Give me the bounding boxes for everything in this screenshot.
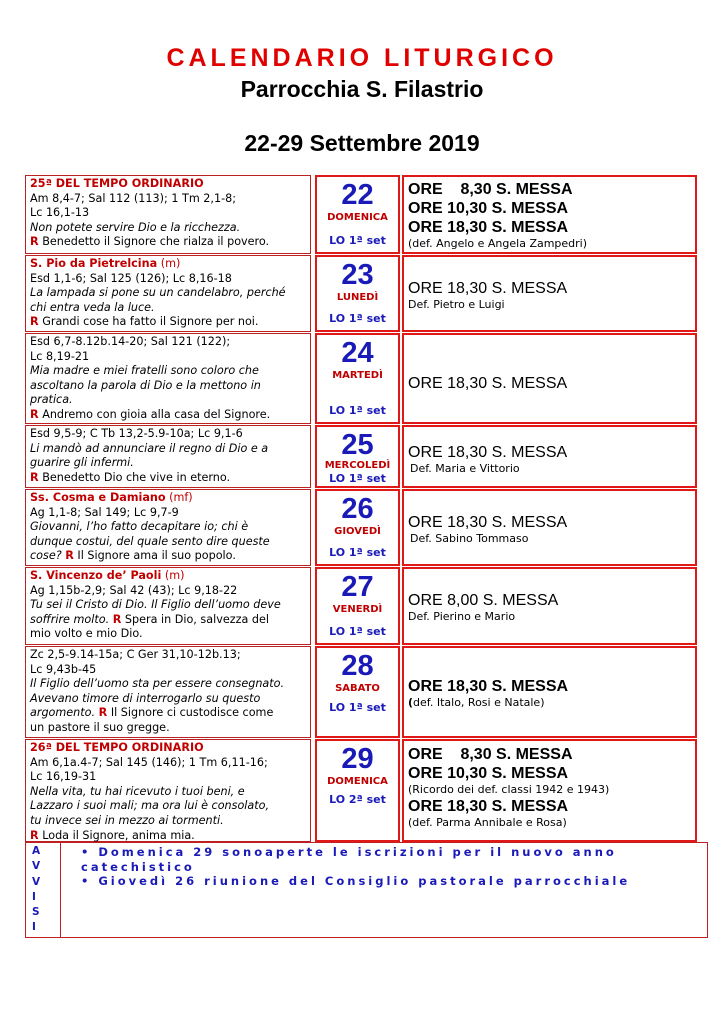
readings-cell: 26ª DEL TEMPO ORDINARIO Am 6,1a.4-7; Sal 145 (146); 1 Tm 6,11-16; Lc 16,19-31 Nella vita, tu hai ricevuto i tuoi beni, e Lazzaro i suoi mali; ma ora lui è consolato, tu invece sei in mezzo ai tormenti. R Loda il Signore, anima mia.: [25, 739, 311, 842]
day-row-23: [25, 255, 697, 332]
mass-cell: ORE 18,30 S. MESSA: [402, 333, 697, 424]
day-number: 25: [341, 429, 374, 461]
date-cell: [315, 175, 400, 254]
date-cell: [315, 646, 400, 738]
day-number: 22: [341, 179, 374, 211]
readings-cell: Zc 2,5-9.14-15a; C Ger 31,10-12b.13; Lc 9,43b-45 Il Figlio dell’uomo sta per essere consegnato. Avevano timore di interrogarlo su questo argomento. R Il Signore ci custodisce come un pastore il suo gregge.: [25, 646, 311, 738]
day-number: 24: [341, 337, 374, 369]
mass-cell: ORE 8,00 S. MESSA Def. Pierino e Mario: [402, 567, 697, 645]
readings-cell: Ss. Cosma e Damiano (mf) Ag 1,1-8; Sal 149; Lc 9,7-9 Giovanni, l’ho fatto decapitare io; chi è dunque costui, del quale sento dire queste cose? R Il Signore ama il suo popolo.: [25, 489, 311, 566]
mass-cell: ORE 18,30 S. MESSA Def. Maria e Vittorio: [402, 425, 697, 488]
notice-item: • Domenica 29 sonoaperte le iscrizioni per il nuovo anno: [81, 845, 617, 859]
notices-list: [60, 842, 708, 938]
weekday: SABATO: [335, 683, 380, 694]
readings-cell: S. Vincenzo de’ Paoli (m) Ag 1,15b-2,9; Sal 42 (43); Lc 9,18-22 Tu sei il Cristo di Dio. Il Figlio dell’uomo deve soffrire molto. R Spera in Dio, salvezza del mio volto e mio Dio.: [25, 567, 311, 645]
date-range: 22-29 Settembre 2019: [244, 130, 480, 156]
readings-cell: Esd 9,5-9; C Tb 13,2-5.9-10a; Lc 9,1-6 Li mandò ad annunciare il regno di Dio e a guarire gli infermi. R Benedetto Dio che vive in eterno.: [25, 425, 311, 488]
date-cell: [315, 489, 400, 566]
day-row-28: [25, 646, 697, 738]
lo-set: LO 2ª set: [329, 793, 386, 806]
weekday: GIOVEDÌ: [334, 526, 381, 537]
lo-set: LO 1ª set: [329, 234, 386, 247]
mass-cell: ORE 18,30 S. MESSA (def. Italo, Rosi e Natale): [402, 646, 697, 738]
day-number: 29: [341, 743, 374, 775]
day-number: 26: [341, 493, 374, 525]
mass-cell: ORE 8,30 S. MESSA ORE 10,30 S. MESSA ORE 18,30 S. MESSA (def. Angelo e Angela Zampedri): [402, 175, 697, 254]
lo-set: LO 1ª set: [329, 472, 386, 485]
day-row-26: [25, 489, 697, 566]
weekday: LUNEDÌ: [336, 292, 379, 303]
day-number: 28: [341, 650, 374, 682]
mass-cell: ORE 18,30 S. MESSA Def. Sabino Tommaso: [402, 489, 697, 566]
day-number: 23: [341, 259, 374, 291]
readings-cell: Esd 6,7-8.12b.14-20; Sal 121 (122); Lc 8,19-21 Mia madre e miei fratelli sono coloro che ascoltano la parola di Dio e la mettono in pratica. R Andremo con gioia alla casa del Signore.: [25, 333, 311, 424]
weekday: MARTEDÌ: [332, 370, 383, 381]
notice-item-cont: catechistico: [81, 859, 195, 874]
day-row-25: [25, 425, 697, 488]
lo-set: LO 1ª set: [329, 625, 386, 638]
date-cell: [315, 567, 400, 645]
notices-box: [25, 842, 708, 938]
parish-name: Parrocchia S. Filastrio: [240, 76, 484, 102]
day-row-29: [25, 739, 697, 842]
weekday: MERCOLEDÌ: [324, 460, 391, 471]
day-row-24: [25, 333, 697, 424]
weekday: DOMENICA: [327, 776, 388, 787]
day-row-27: [25, 567, 697, 645]
date-cell: [315, 255, 400, 332]
date-cell: [315, 739, 400, 842]
readings-cell: 25ª DEL TEMPO ORDINARIO Am 8,4-7; Sal 112 (113); 1 Tm 2,1-8; Lc 16,1-13 Non potete servire Dio e la ricchezza. R Benedetto il Signore che rialza il povero.: [25, 175, 311, 254]
readings-cell: S. Pio da Pietrelcina (m) Esd 1,1-6; Sal 125 (126); Lc 8,16-18 La lampada si pone su un candelabro, perché chi entra veda la luce. R Grandi cose ha fatto il Signore per noi.: [25, 255, 311, 332]
day-row-22: [25, 175, 697, 254]
day-number: 27: [341, 571, 374, 603]
notices-label: A V V I S I: [25, 842, 60, 938]
lo-set: LO 1ª set: [329, 546, 386, 559]
weekday: VENERDÌ: [332, 604, 383, 615]
mass-cell: ORE 18,30 S. MESSA Def. Pietro e Luigi: [402, 255, 697, 332]
lo-set: LO 1ª set: [329, 701, 386, 714]
mass-cell: ORE 8,30 S. MESSA ORE 10,30 S. MESSA (Ricordo dei def. classi 1942 e 1943) ORE 18,30 S. MESSA (def. Parma Annibale e Rosa): [402, 739, 697, 842]
lo-set: LO 1ª set: [329, 312, 386, 325]
date-cell: [315, 425, 400, 488]
page-title: CALENDARIO LITURGICO: [166, 44, 558, 72]
weekday: DOMENICA: [327, 212, 388, 223]
notice-item: • Giovedì 26 riunione del Consiglio pastorale parrocchiale: [81, 874, 631, 888]
date-cell: [315, 333, 400, 424]
lo-set: LO 1ª set: [329, 404, 386, 417]
